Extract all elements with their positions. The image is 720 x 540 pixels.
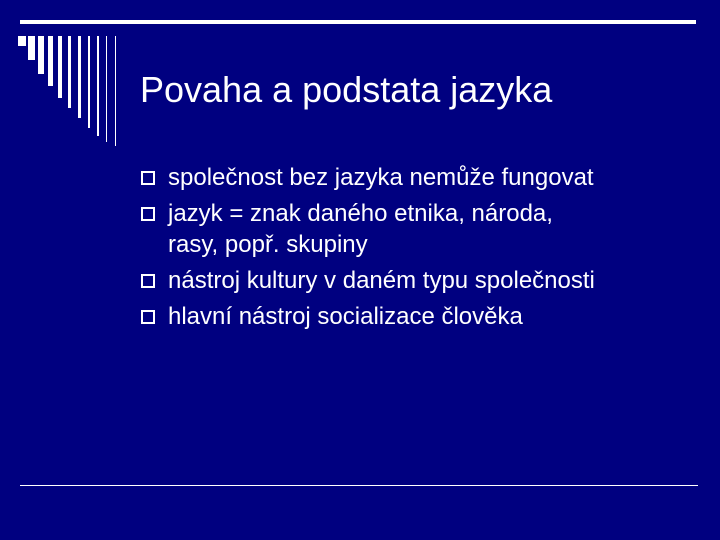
bullet-text: hlavní nástroj socializace člověka xyxy=(168,303,523,330)
slide-title: Povaha a podstata jazyka xyxy=(140,69,553,110)
hollow-square-bullet-icon xyxy=(141,274,155,288)
hollow-square-bullet-icon xyxy=(141,310,155,324)
bullet-item xyxy=(140,265,700,296)
bottom-rule xyxy=(20,485,698,486)
bullet-item xyxy=(140,162,700,193)
hollow-square-bullet-icon xyxy=(141,171,155,185)
bullet-text: jazyk = znak daného etnika, národa, rasy, popř. skupiny xyxy=(168,200,553,258)
bullet-list xyxy=(140,162,700,337)
hollow-square-bullet-icon xyxy=(141,207,155,221)
vertical-bars-decoration xyxy=(0,0,130,150)
bullet-item xyxy=(140,198,700,260)
bullet-text: společnost bez jazyka nemůže fungovat xyxy=(168,164,594,191)
bullet-item xyxy=(140,301,700,332)
bullet-text: nástroj kultury v daném typu společnosti xyxy=(168,267,595,294)
